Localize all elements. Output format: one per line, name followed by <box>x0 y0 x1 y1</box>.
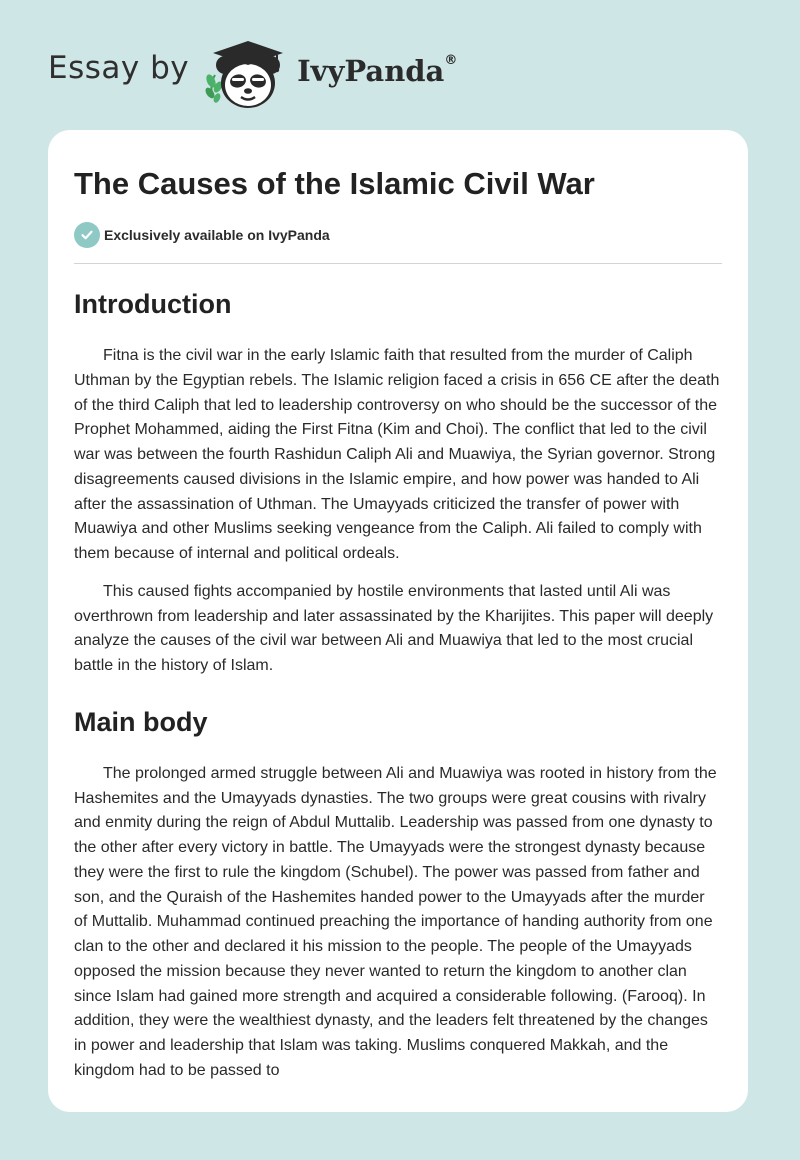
exclusive-badge-label: Exclusively available on IvyPanda <box>104 227 330 243</box>
essay-by-label: Essay by <box>48 50 190 86</box>
registered-mark: ® <box>444 53 458 69</box>
site-header <box>48 34 457 114</box>
ivypanda-brand-name: IvyPanda® <box>297 53 458 88</box>
section-heading: Main body <box>74 706 208 737</box>
paragraph: Fitna is the civil war in the early Islamic faith that resulted from the murder of Caliph Uthman by the Egyptian rebels. The Islamic religion faced a crisis in 656 CE after the death of the third Caliph that led to leadership controversy on who should be the successor of the Prophet Mohammed, aiding the First Fitna (Kim and Choi). The conflict that led to the civil war was between the fourth Rashidun Caliph Ali and Muawiya, the Syrian governor. Strong disagreements caused divisions in the Islamic empire, and how power was handed to Ali after the assassination of Uthman. The Umayyads criticized the transfer of power with Muawiya and other Muslims seeking vengeance from the Caliph. Ali failed to comply with them because of internal and political ordeals. <box>74 347 720 562</box>
essay-title: The Causes of the Islamic Civil War <box>74 166 595 201</box>
paragraph: The prolonged armed struggle between Ali and Muawiya was rooted in history from the Hashemites and the Umayyads dynasties. The two groups were great cousins with rivalry and enmity during the reign of Abdul Muttalib. Leadership was passed from one dynasty to the other after every victory in battle. The Umayyads were the strongest dynasty because they were the first to rule the kingdom (Schubel). The power was passed from father and son, and the Quraish of the Hashemites handed power to the Umayyads after the murder of Muttalib. Muhammad continued preaching the importance of handing authority from one clan to the other and declared it his mission to the people. The people of the Umayyads opposed the mission because they never wanted to return the kingdom to another clan since Islam had gained more strength and acquired a considerable following. (Farooq). In addition, they were the wealthiest dynasty, and the leaders felt threatened by the changes in power and leadership that Islam was taking. Muslims conquered Makkah, and the kingdom had to be passed to <box>74 764 717 1079</box>
section-main-body <box>74 704 722 1084</box>
essay-card <box>48 130 748 1112</box>
ivypanda-logo-icon[interactable] <box>203 35 293 113</box>
check-circle-icon <box>74 222 100 248</box>
section-heading: Introduction <box>74 289 232 319</box>
section-introduction <box>74 286 722 679</box>
title-divider <box>74 263 722 264</box>
paragraph: This caused fights accompanied by hostile environments that lasted until Ali was overthrown from leadership and later assassinated by the Kharijites. This paper will deeply analyze the causes of the civil war between Ali and Muawiya that led to the most crucial battle in the history of Islam. <box>74 582 714 674</box>
exclusive-badge <box>74 222 722 248</box>
